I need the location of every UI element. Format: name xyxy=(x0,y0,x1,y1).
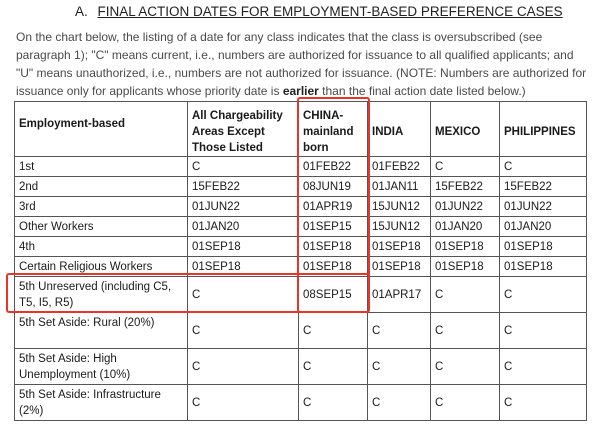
table-cell: C xyxy=(368,313,431,349)
section-number: A. xyxy=(75,4,88,19)
section-title: FINAL ACTION DATES FOR EMPLOYMENT-BASED PREFERENCE CASES xyxy=(97,4,563,19)
row-label: 2nd xyxy=(15,177,188,197)
table-row xyxy=(15,237,587,257)
table-cell: 01FEB22 xyxy=(299,157,368,177)
table-row xyxy=(15,257,587,277)
table-row xyxy=(15,349,587,385)
row-label: 4th xyxy=(15,237,188,257)
table-cell: C xyxy=(431,349,500,385)
table-row xyxy=(15,313,587,349)
table-cell: 15FEB22 xyxy=(188,177,299,197)
table-cell: 01SEP18 xyxy=(431,237,500,257)
table-cell: C xyxy=(299,313,368,349)
table-cell: 01FEB22 xyxy=(368,157,431,177)
table-row xyxy=(15,197,587,217)
table-cell: C xyxy=(431,157,500,177)
table-cell: C xyxy=(368,385,431,421)
intro-text-end: than the final action date listed below.) xyxy=(318,84,526,98)
row-label: 5th Unreserved (including C5, T5, I5, R5) xyxy=(15,277,188,313)
table-cell: 01SEP18 xyxy=(368,257,431,277)
table-cell: 01SEP18 xyxy=(188,237,299,257)
table-row xyxy=(15,177,587,197)
column-header: PHILIPPINES xyxy=(500,102,587,157)
table-cell: 01SEP18 xyxy=(368,237,431,257)
table-cell: C xyxy=(188,385,299,421)
table-cell: 01SEP18 xyxy=(299,237,368,257)
table-row xyxy=(15,277,587,313)
table-cell: 01APR19 xyxy=(299,197,368,217)
intro-paragraph xyxy=(16,28,588,100)
table-cell: 01SEP18 xyxy=(500,257,587,277)
column-header: CHINA-mainland born xyxy=(299,102,368,157)
table-cell: 01JUN22 xyxy=(188,197,299,217)
table-cell: 01JAN20 xyxy=(188,217,299,237)
table-cell: 15FEB22 xyxy=(431,177,500,197)
table-cell: C xyxy=(500,157,587,177)
row-label: 5th Set Aside: Infrastructure (2%) xyxy=(15,385,188,421)
table-header-row xyxy=(15,102,587,157)
table-cell: 01JUN22 xyxy=(431,197,500,217)
table-cell: 01SEP18 xyxy=(431,257,500,277)
table-cell: C xyxy=(368,349,431,385)
column-header: INDIA xyxy=(368,102,431,157)
table-cell: C xyxy=(188,313,299,349)
column-header: MEXICO xyxy=(431,102,500,157)
table-cell: C xyxy=(500,277,587,313)
column-header: All Chargeability Areas Except Those Listed xyxy=(188,102,299,157)
table-cell: 01JAN11 xyxy=(368,177,431,197)
row-label: 5th Set Aside: Rural (20%) xyxy=(15,313,188,349)
table-cell: C xyxy=(500,313,587,349)
table-cell: 01JAN20 xyxy=(431,217,500,237)
table-cell: 01SEP18 xyxy=(188,257,299,277)
row-label: Certain Religious Workers xyxy=(15,257,188,277)
table-cell: C xyxy=(431,277,500,313)
table-cell: C xyxy=(431,313,500,349)
table-cell: 15FEB22 xyxy=(500,177,587,197)
row-label: 3rd xyxy=(15,197,188,217)
table-row xyxy=(15,385,587,421)
table-cell: 15JUN12 xyxy=(368,197,431,217)
table-cell: C xyxy=(431,385,500,421)
row-label: 1st xyxy=(15,157,188,177)
table-cell: C xyxy=(188,277,299,313)
table-cell: 01SEP18 xyxy=(299,257,368,277)
table-cell: 01SEP18 xyxy=(500,237,587,257)
table-cell: 15JUN12 xyxy=(368,217,431,237)
table-cell: 01JAN20 xyxy=(500,217,587,237)
table-cell: C xyxy=(188,349,299,385)
table-cell: C xyxy=(500,349,587,385)
table-cell: C xyxy=(188,157,299,177)
section-heading xyxy=(75,4,563,19)
table-cell: C xyxy=(500,385,587,421)
table-cell: 08JUN19 xyxy=(299,177,368,197)
intro-text: On the chart below, the listing of a date for any class indicates that the class is oversubscribed (see paragraph 1); "C" means current, i.e., numbers are authorized for issuance to all qualified applicants; and "U" means unauthorized, i.e., numbers are not authorized for issuance. (NOTE: Numbers are authorized for issuance only for applicants whose priority date is xyxy=(16,30,587,98)
table-row xyxy=(15,157,587,177)
row-label: 5th Set Aside: High Unemployment (10%) xyxy=(15,349,188,385)
table-cell: 08SEP15 xyxy=(299,277,368,313)
row-label: Other Workers xyxy=(15,217,188,237)
column-header: Employment-based xyxy=(15,102,188,157)
table-cell: 01SEP15 xyxy=(299,217,368,237)
final-action-dates-table xyxy=(14,101,587,421)
intro-emphasis: earlier xyxy=(282,84,319,98)
table-cell: C xyxy=(299,385,368,421)
table-cell: 01JUN22 xyxy=(500,197,587,217)
table-cell: 01APR17 xyxy=(368,277,431,313)
table-cell: C xyxy=(299,349,368,385)
table-row xyxy=(15,217,587,237)
